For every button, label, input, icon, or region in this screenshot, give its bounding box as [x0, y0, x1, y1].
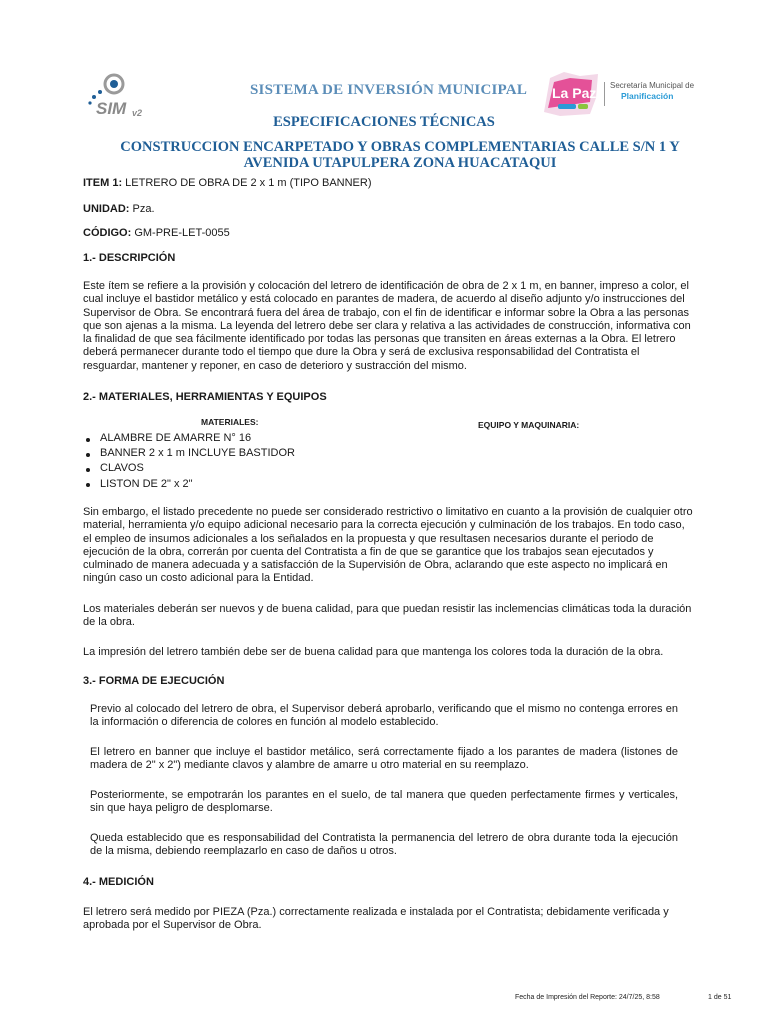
item-value: LETRERO DE OBRA DE 2 x 1 m (TIPO BANNER): [122, 177, 372, 189]
list-item: ALAMBRE DE AMARRE N° 16: [86, 431, 295, 446]
page-header: [0, 62, 768, 122]
section-2-heading: 2.- MATERIALES, HERRAMIENTAS Y EQUIPOS: [83, 391, 327, 403]
unit-line: [83, 203, 693, 216]
print-date: Fecha de Impresión del Reporte: 24/7/25, 8:58: [515, 994, 660, 1001]
section-3-heading: 3.- FORMA DE EJECUCIÓN: [83, 675, 225, 687]
header-divider: [604, 82, 605, 106]
planificacion-label: Planificación: [621, 91, 674, 101]
section-2-paragraph-3: La impresión del letrero también debe ser de buena calidad para que mantenga los colores toda la duración de la obra.: [83, 646, 664, 658]
list-item: LISTON DE 2" x 2": [86, 477, 295, 492]
section-2-paragraph-1: Sin embargo, el listado precedente no puede ser considerado restrictivo o limitativo en cuanto a la provisión de cualquier otro material, herramienta y/o equipo adicional necesario para la correcta ejecución y culminación de los trabajos. En todo caso, el empleo de insumos adicionales a los señalados en la propuesta y que resultasen necesarios durante el periodo de ejecución de la obra, correrán por cuenta del Contratista a fin de que se garantice que los trabajos sean ejecutados y culminado de manera adecuada y a satisfacción de la Supervisión de Obra, aclarando que este aspecto no implicará en ningún caso un costo adicional para la Entidad.: [83, 506, 693, 585]
section-3-paragraph-4: Queda establecido que es responsabilidad del Contratista la permanencia del letrero de obra durante toda la ejecución de la misma, debiendo reemplazarlo en caso de daños u otros.: [90, 832, 678, 858]
section-2-paragraph-2: Los materiales deberán ser nuevos y de buena calidad, para que puedan resistir las inclemencias climáticas toda la duración de la obra.: [83, 603, 692, 629]
section-3-paragraph-3: Posteriormente, se empotrarán los parantes en el suelo, de tal manera que queden perfectamente firmes y verticales, sin que haya peligro de desplomarse.: [90, 789, 678, 815]
page-number: 1 de 51: [708, 994, 732, 1001]
la-paz-logo-text: La Paz: [552, 85, 597, 101]
section-4-heading: 4.- MEDICIÓN: [83, 876, 154, 888]
materials-heading: MATERIALES:: [201, 417, 259, 427]
item-label: ITEM 1:: [83, 177, 123, 189]
equipment-heading: EQUIPO Y MAQUINARIA:: [478, 420, 580, 430]
secretaria-label: Secretaría Municipal de: [610, 81, 695, 90]
la-paz-logo: [540, 68, 602, 118]
list-item: BANNER 2 x 1 m INCLUYE BASTIDOR: [86, 446, 295, 461]
section-4-text: El letrero será medido por PIEZA (Pza.) correctamente realizada e instalada por el Contratista; debidamente verificada y aprobada por el Supervisor de Obra.: [83, 906, 669, 932]
section-3-paragraph-2: El letrero en banner que incluye el bastidor metálico, será correctamente fijado a los parantes de madera (listones de madera de 2" x 2") mediante clavos y alambre de amarre u otro material en su reemplazo.: [90, 746, 678, 772]
unit-label: UNIDAD:: [83, 203, 130, 215]
section-1-heading: 1.- DESCRIPCIÓN: [83, 252, 176, 264]
code-value: GM-PRE-LET-0055: [131, 227, 230, 239]
system-title: SISTEMA DE INVERSIÓN MUNICIPAL: [250, 82, 528, 98]
spec-title: ESPECIFICACIONES TÉCNICAS: [273, 114, 495, 130]
sim-logo-text: SIM: [96, 99, 127, 118]
sim-logo-version: v2: [132, 108, 143, 118]
item-line: [83, 177, 693, 190]
project-title: CONSTRUCCION ENCARPETADO Y OBRAS COMPLEMENTARIAS CALLE S/N 1 Y AVENIDA UTAPULPERA ZONA HUACATAQUI: [120, 139, 680, 171]
list-item: CLAVOS: [86, 461, 295, 476]
code-line: [83, 227, 693, 240]
code-label: CÓDIGO:: [83, 227, 132, 239]
unit-value: Pza.: [129, 203, 155, 215]
section-3-paragraph-1: Previo al colocado del letrero de obra, el Supervisor deberá aprobarlo, verificando que el mismo no contenga errores en la información o diferencia de colores en función al modelo establecido.: [90, 703, 678, 729]
section-1-text: Este ítem se refiere a la provisión y colocación del letrero de identificación de obra de 2 x 1 m, en banner, impreso a color, el cual incluye el bastidor metálico y está colocado en parantes de madera, de acuerdo al diseño adjunto y/o instrucciones del Supervisor de Obra. Se encontrará fuera del área de trabajo, con el fin de identificar e informar sobre la Obra a las personas que son ajenas a la misma. La leyenda del letrero debe ser clara y relativa a las actividades de construcción, informativa con la finalidad de que sea fácilmente identificado por todas las personas que transiten en áreas externas a la Obra. El letrero deberá permanecer durante todo el tiempo que dure la Obra y será de exclusiva responsabilidad del Contratista el resguardar, mantener y reponer, en caso de deterioro y sustracción del mismo.: [83, 280, 691, 372]
materials-list: [86, 431, 295, 492]
